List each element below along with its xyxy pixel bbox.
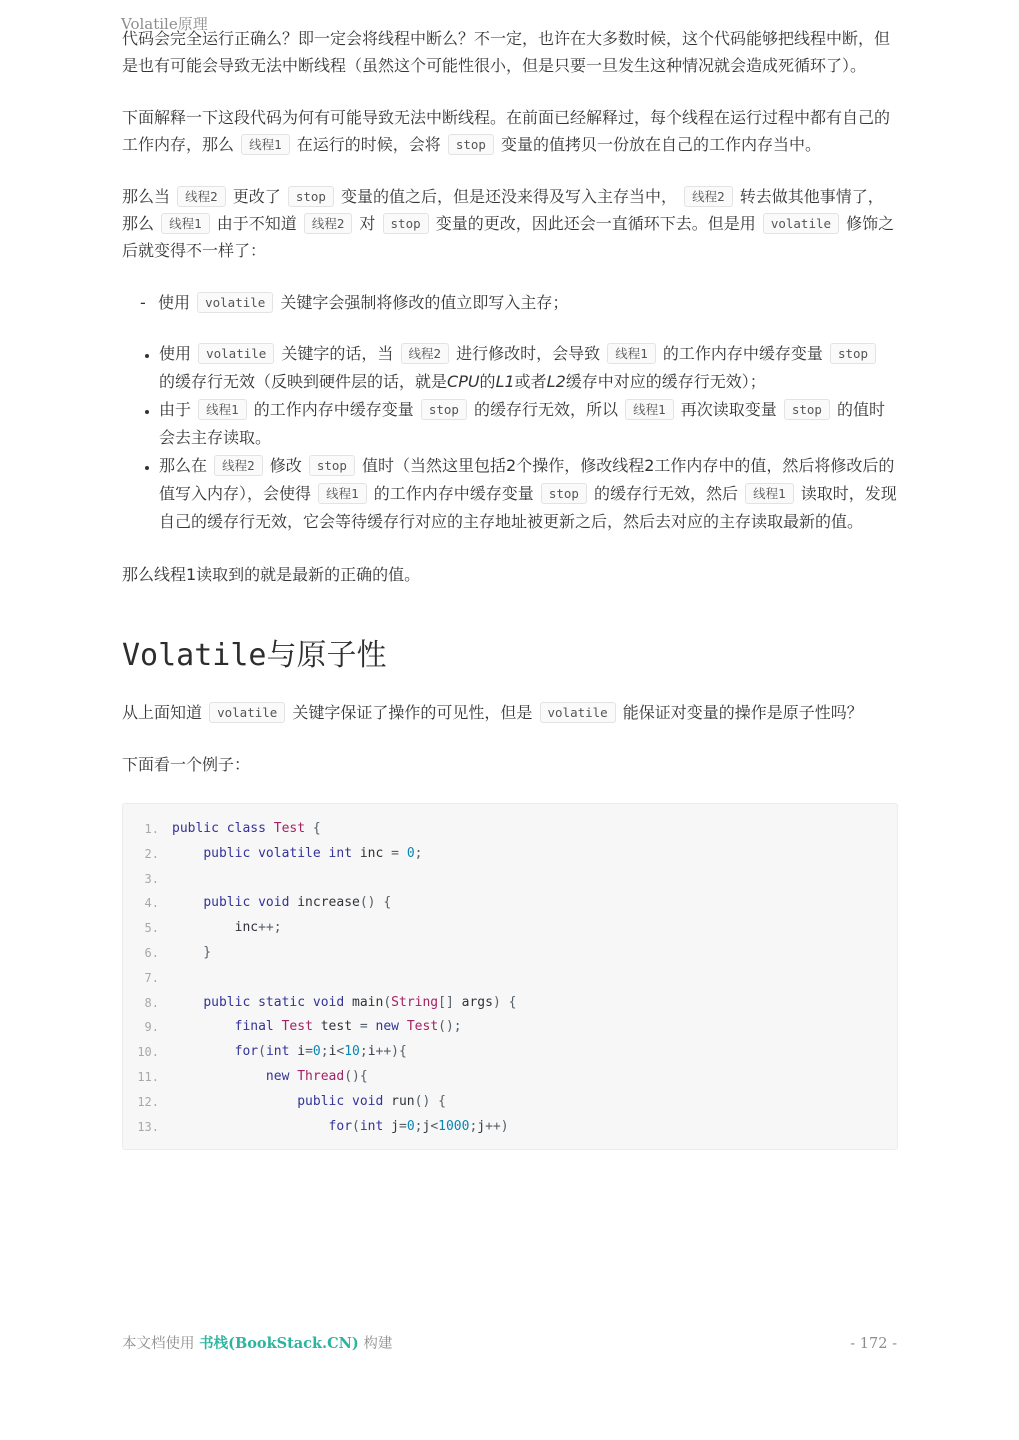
paragraph: 下面解释一下这段代码为何有可能导致无法中断线程。在前面已经解释过，每个线程在运行过程中都有自己的工作内存，那么 线程1 在运行的时候，会将 stop 变量的值拷贝一份放在自己的工作内存当中。 [122, 108, 891, 154]
code-segment: public void [203, 895, 290, 911]
code-segment [172, 1069, 266, 1084]
emphasis-text: L2 [546, 372, 566, 391]
code-segment: j [477, 1118, 486, 1134]
code-segment: 1000 [438, 1118, 470, 1134]
code-segment [399, 1019, 407, 1034]
inline-code: volatile [540, 702, 616, 723]
section-heading: Volatile与原子性 [122, 638, 387, 673]
inline-code: 线程1 [625, 399, 674, 420]
code-segment: args [453, 994, 493, 1010]
code-segment: = [359, 1019, 368, 1035]
code-segment: < [430, 1118, 439, 1134]
code-segment: ) { [492, 994, 517, 1010]
line-number: 3. [144, 871, 159, 886]
inline-code: 线程1 [241, 134, 290, 155]
dash-list [122, 289, 898, 317]
code-segment: ++) [485, 1118, 509, 1134]
bullet-list-item: • 由于 线程1 的工作内存中缓存变量 stop 的缓存行无效，所以 线程1 再次读取变量 stop 的值时会去主存读取。 [159, 396, 898, 452]
inline-code: volatile [198, 343, 274, 364]
code-segment [172, 1119, 329, 1134]
line-number: 8. [144, 995, 159, 1010]
code-segment: new [265, 1068, 290, 1084]
code-segment: 0 [406, 1118, 415, 1134]
code-line [129, 817, 887, 842]
line-number: 1. [144, 822, 159, 836]
code-segment: (){ [344, 1068, 368, 1084]
code-line [129, 867, 887, 892]
code-segment: () { [359, 895, 392, 911]
code-text [172, 991, 887, 1016]
inline-code: 线程2 [214, 455, 263, 476]
code-segment: ( [383, 994, 392, 1010]
footer-prefix: 本文档使用 [122, 1336, 200, 1352]
code-segment: ; [359, 1044, 368, 1060]
code-segment: public volatile int [203, 845, 353, 861]
code-segment: 10 [344, 1044, 360, 1060]
line-number: 4. [144, 896, 159, 911]
line-number: 5. [144, 921, 159, 936]
code-segment: int [359, 1118, 384, 1134]
code-text [172, 891, 887, 916]
code-segment: i [289, 1044, 306, 1060]
code-segment: 0 [312, 1044, 321, 1060]
inline-code: stop [541, 483, 587, 504]
inline-code: 线程1 [318, 483, 367, 504]
inline-code: stop [421, 399, 467, 420]
inline-code: 线程2 [177, 186, 226, 207]
footer-build-note [122, 1332, 392, 1353]
line-number: 10. [137, 1045, 159, 1060]
code-segment: int [265, 1044, 290, 1060]
code-segment: run [383, 1093, 415, 1109]
code-segment: () { [414, 1093, 446, 1109]
code-segment: Test [273, 821, 306, 836]
code-segment: public class [172, 821, 266, 836]
code-text [172, 1015, 887, 1040]
code-segment: 0 [406, 845, 415, 861]
code-segment: < [336, 1044, 345, 1060]
code-segment [368, 1019, 376, 1034]
dash-list-item [140, 289, 898, 317]
code-line [129, 916, 887, 941]
line-number: 2. [144, 846, 159, 861]
code-segment [274, 1019, 282, 1034]
line-number: 9. [144, 1020, 159, 1035]
code-segment [399, 846, 407, 861]
page-footer [122, 1332, 897, 1353]
inline-code: 线程1 [745, 483, 794, 504]
code-line [129, 966, 887, 991]
line-number: 12. [137, 1094, 159, 1109]
inline-code: 线程1 [607, 343, 656, 364]
code-segment: for [234, 1044, 259, 1060]
page-number: - 172 - [850, 1336, 897, 1352]
code-text [172, 941, 887, 966]
code-segment [172, 995, 203, 1010]
code-text [172, 916, 887, 941]
inline-code: 线程2 [401, 343, 450, 364]
code-segment: main [344, 994, 384, 1010]
code-text [172, 966, 887, 991]
paragraph: 那么线程1读取到的就是最新的正确的值。 [122, 565, 421, 584]
code-segment: test [312, 1019, 360, 1035]
bookstack-link[interactable]: 书栈(BookStack.CN) [199, 1335, 359, 1352]
code-segment: ; [414, 845, 423, 861]
bullet-list [122, 340, 898, 536]
line-number: 11. [137, 1069, 159, 1084]
code-line [129, 842, 887, 867]
code-line [129, 1115, 887, 1140]
code-line [129, 1065, 887, 1090]
code-segment [172, 1094, 297, 1109]
inline-code: stop [830, 343, 876, 364]
code-line [129, 1015, 887, 1040]
code-text [172, 1040, 887, 1065]
code-segment: [] [438, 994, 454, 1010]
code-segment: ++; [258, 920, 282, 936]
code-segment: increase [289, 895, 360, 911]
code-segment: for [328, 1118, 353, 1134]
code-segment: ; [469, 1118, 478, 1134]
code-segment: (); [438, 1019, 462, 1035]
code-segment [172, 1044, 235, 1059]
code-segment: i [367, 1044, 376, 1060]
document-content [122, 0, 898, 1150]
dash-item-text: 使用 volatile 关键字会强制将修改的值立即写入主存； [158, 293, 569, 312]
code-segment: j [422, 1118, 431, 1134]
code-segment: ++){ [375, 1044, 407, 1060]
inline-code: volatile [209, 702, 285, 723]
code-segment: } [172, 944, 212, 960]
code-segment: new [375, 1019, 400, 1035]
paragraph: 那么当 线程2 更改了 stop 变量的值之后，但是还没来得及写入主存当中， 线程2 转去做其他事情了，那么 线程1 由于不知道 线程2 对 stop 变量的更改，因此还会一直循环下去。但是用 volatile 修饰之后就变得不一样了： [122, 187, 895, 260]
code-segment: Test [406, 1019, 439, 1035]
code-segment: { [305, 821, 321, 836]
code-segment [172, 1019, 235, 1034]
inline-code: 线程2 [684, 186, 733, 207]
code-text [172, 842, 887, 867]
inline-code: 线程2 [304, 213, 353, 234]
code-segment: final [234, 1019, 274, 1035]
inline-code: stop [309, 455, 355, 476]
code-segment: Test [281, 1019, 313, 1035]
line-number: 7. [144, 970, 159, 985]
code-segment [266, 821, 274, 836]
code-segment: ( [258, 1044, 266, 1060]
code-segment: ( [352, 1118, 360, 1134]
code-line [129, 891, 887, 916]
page-header-title: Volatile原理 [121, 15, 208, 33]
code-segment: inc [352, 845, 392, 861]
code-segment: Thread [297, 1068, 345, 1084]
inline-code: stop [784, 399, 830, 420]
code-segment: i [328, 1044, 337, 1060]
code-text [172, 817, 887, 842]
code-segment: = [399, 1118, 407, 1134]
emphasis-text: L1 [495, 372, 515, 391]
paragraph: 下面看一个例子： [122, 755, 251, 774]
code-line [129, 1040, 887, 1065]
paragraph: 代码会完全运行正确么？即一定会将线程中断么？不一定，也许在大多数时候，这个代码能够把线程中断，但是也有可能会导致无法中断线程（虽然这个可能性很小，但是只要一旦发生这种情况就会造成死循环了）。 [122, 29, 891, 75]
code-text [172, 1065, 887, 1090]
bullet-list-item: • 那么在 线程2 修改 stop 值时（当然这里包括2个操作，修改线程2工作内存中的值，然后将修改后的值写入内存），会使得 线程1 的工作内存中缓存变量 stop 的缓存行无效，然后 线程1 读取时，发现自己的缓存行无效，它会等待缓存行对应的主存地址被更新之后，然后去对应的主存读取最新的值。 [159, 452, 898, 536]
code-segment [172, 846, 203, 861]
code-segment: ; [320, 1044, 329, 1060]
code-segment: public void [297, 1093, 384, 1109]
code-segment: j [383, 1118, 399, 1134]
dash-marker: - [140, 293, 146, 312]
line-number: 6. [144, 945, 159, 960]
code-block [122, 803, 898, 1150]
inline-code: stop [448, 134, 494, 155]
code-text [172, 1115, 887, 1140]
code-segment: = [305, 1044, 313, 1060]
code-line [129, 991, 887, 1016]
line-number: 13. [137, 1119, 159, 1134]
footer-suffix: 构建 [358, 1336, 393, 1352]
code-line [129, 941, 887, 966]
code-segment: inc [172, 920, 259, 936]
code-segment: ; [414, 1118, 423, 1134]
code-segment: public static void [203, 994, 345, 1010]
inline-code: stop [288, 186, 334, 207]
emphasis-text: CPU [447, 372, 480, 391]
inline-code: 线程1 [198, 399, 247, 420]
paragraph: 从上面知道 volatile 关键字保证了操作的可见性，但是 volatile 能保证对变量的操作是原子性吗？ [122, 703, 863, 722]
inline-code: volatile [763, 213, 839, 234]
code-text [172, 867, 887, 892]
bullet-list-item: • 使用 volatile 关键字的话，当 线程2 进行修改时，会导致 线程1 的工作内存中缓存变量 stop 的缓存行无效（反映到硬件层的话，就是CPU的L1或者L2缓存中对应的缓存行无效）； [159, 340, 898, 396]
code-text [172, 1090, 887, 1115]
code-segment [172, 895, 203, 910]
inline-code: volatile [197, 292, 273, 313]
inline-code: stop [383, 213, 429, 234]
code-line [129, 1090, 887, 1115]
inline-code: 线程1 [161, 213, 210, 234]
code-segment: String [391, 994, 439, 1010]
code-segment: = [391, 845, 399, 861]
